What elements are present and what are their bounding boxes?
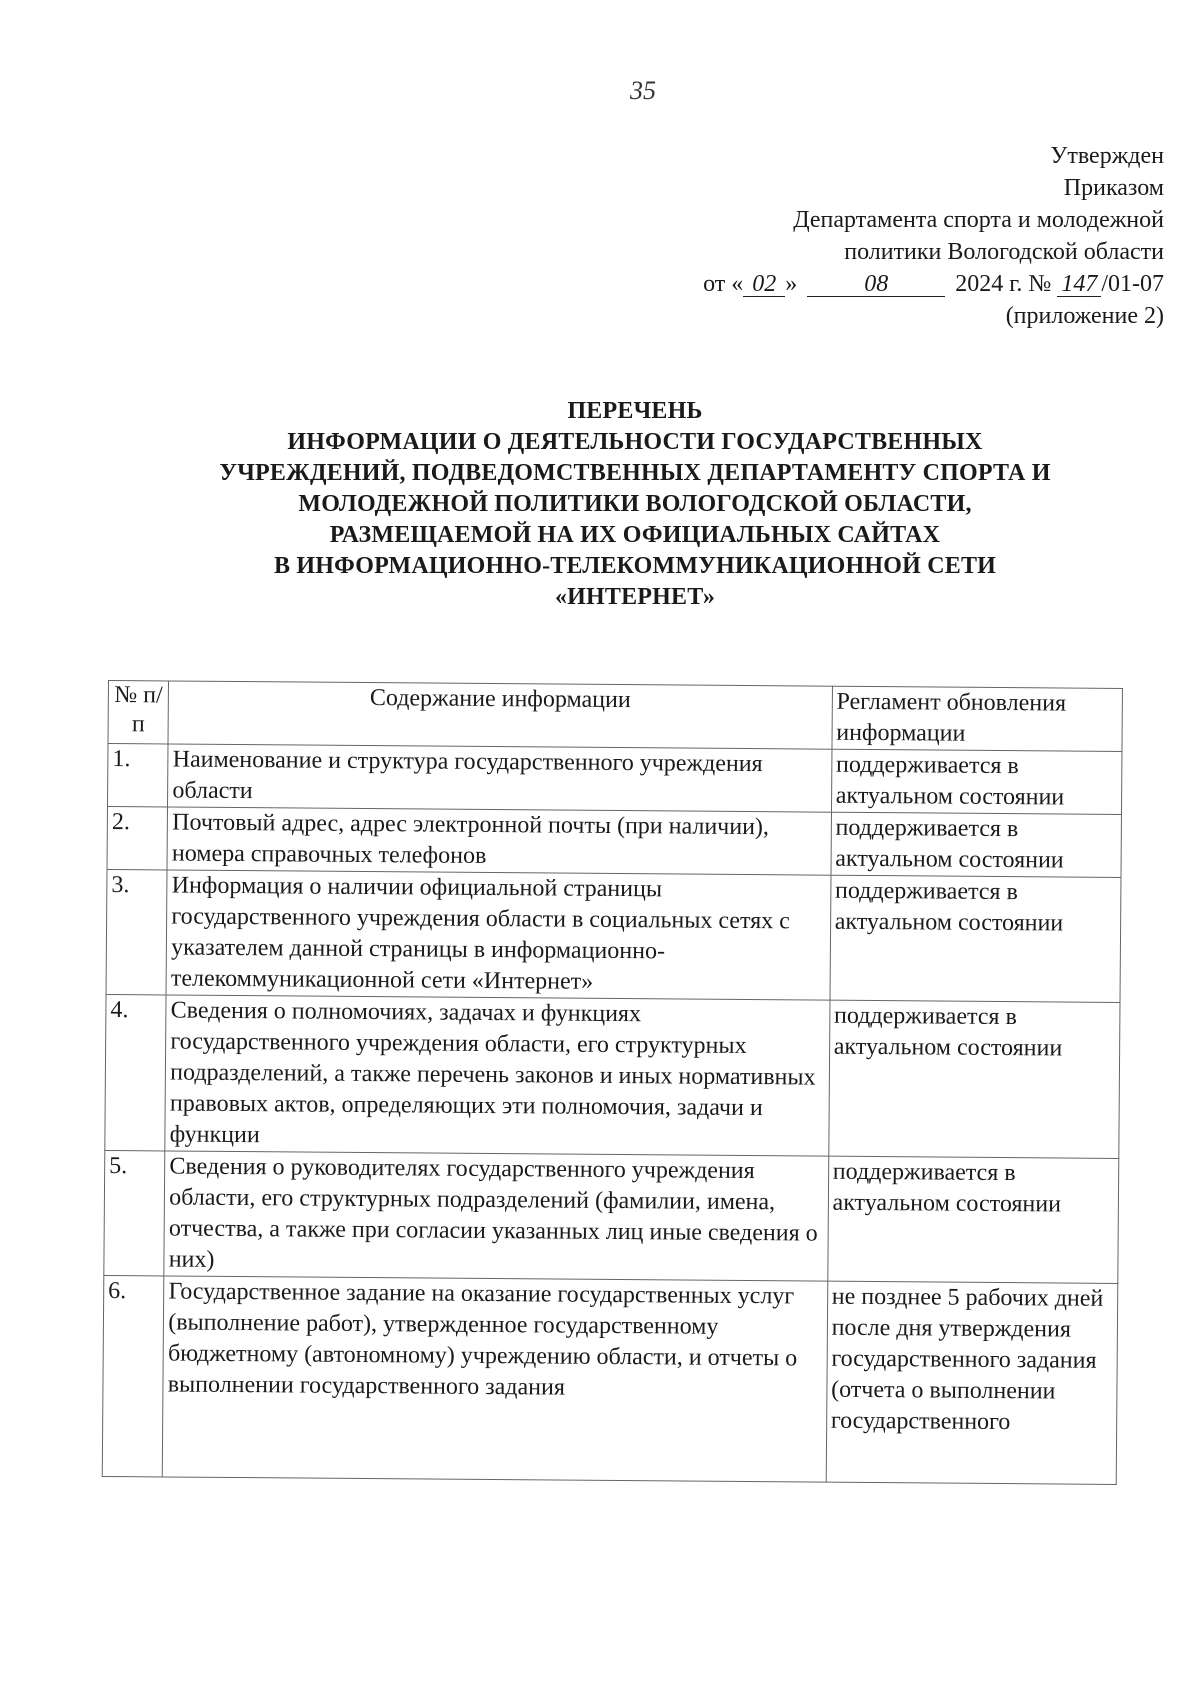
- table-header-row: [108, 681, 1122, 752]
- title-line: ИНФОРМАЦИИ О ДЕЯТЕЛЬНОСТИ ГОСУДАРСТВЕННЫХ: [287, 429, 983, 455]
- order-number-handwritten: 147: [1057, 272, 1101, 297]
- row-content: Почтовый адрес, адрес электронной почты (при наличии), номера справочных телефонов: [167, 807, 831, 875]
- approval-line: Департамента спорта и молодежной: [793, 207, 1164, 233]
- date-year: 2024 г. №: [955, 271, 1052, 297]
- row-content: Наименование и структура государственного учреждения области: [168, 744, 832, 812]
- table-row: [105, 994, 1120, 1158]
- title-line: «ИНТЕРНЕТ»: [554, 584, 716, 610]
- approval-block: [604, 140, 1164, 332]
- document-title: [130, 396, 1140, 613]
- row-number: 6.: [102, 1275, 164, 1476]
- title-line: РАЗМЕЩАЕМОЙ НА ИХ ОФИЦИАЛЬНЫХ САЙТАХ: [329, 522, 941, 548]
- table-row: [102, 1275, 1118, 1484]
- row-content: Сведения о руководителях государственного учреждения области, его структурных подразделений (фамилии, имена, отчества, а также при согласии указанных лиц иные сведения о них): [164, 1151, 828, 1281]
- title-line: УЧРЕЖДЕНИЙ, ПОДВЕДОМСТВЕННЫХ ДЕПАРТАМЕНТУ СПОРТА И: [219, 460, 1051, 486]
- row-number: 1.: [108, 744, 169, 807]
- page-number: 35: [630, 76, 656, 105]
- table-row: [104, 1150, 1119, 1283]
- order-suffix: /01-07: [1101, 271, 1164, 297]
- approval-date-line: [604, 268, 1164, 300]
- approval-line: Приказом: [1063, 175, 1164, 201]
- row-schedule: не позднее 5 рабочих дней после дня утверждения государственного задания (отчета о выполнении государственного: [826, 1281, 1118, 1484]
- approval-line: политики Вологодской области: [844, 239, 1164, 265]
- title-line: В ИНФОРМАЦИОННО-ТЕЛЕКОММУНИКАЦИОННОЙ СЕТИ: [273, 553, 997, 579]
- row-content: Сведения о полномочиях, задачах и функциях государственного учреждения области, его структурных подразделений, а также перечень законов и иных нормативных правовых актов, определяющих эти полномочия, задачи и функции: [165, 995, 830, 1156]
- date-mid: »: [785, 271, 798, 297]
- row-number: 3.: [106, 869, 167, 994]
- table-row: [106, 869, 1121, 1002]
- title-line: МОЛОДЕЖНОЙ ПОЛИТИКИ ВОЛОГОДСКОЙ ОБЛАСТИ,: [298, 491, 972, 517]
- row-content: Информация о наличии официальной страницы государственного учреждения области в социальных сетях с указателем данной страницы в информационно-телекоммуникационной сети «Интернет»: [166, 870, 830, 1000]
- date-prefix: от «: [703, 271, 744, 297]
- row-schedule: поддерживается в актуальном состоянии: [830, 875, 1121, 1002]
- row-number: 4.: [105, 994, 167, 1150]
- approval-line: Утвержден: [1050, 143, 1164, 169]
- header-schedule: Регламент обновления информации: [832, 686, 1123, 751]
- date-month-handwritten: 08: [807, 272, 945, 297]
- row-schedule: поддерживается в актуальном состоянии: [828, 1000, 1120, 1158]
- row-content: Государственное задание на оказание государственных услуг (выполнение работ), утвержденное государственному бюджетному (автономному) учреждению области, и отчеты о выполнении государственного задания: [163, 1276, 828, 1482]
- table-row: [107, 807, 1121, 878]
- row-schedule: поддерживается в актуальном состоянии: [827, 1156, 1118, 1283]
- information-table: [102, 680, 1123, 1485]
- header-number: № п/п: [108, 681, 169, 744]
- approval-line: (приложение 2): [1005, 303, 1164, 329]
- header-content: Содержание информации: [168, 681, 832, 749]
- row-schedule: поддерживается в актуальном состоянии: [831, 749, 1122, 814]
- row-number: 5.: [104, 1150, 165, 1275]
- table-row: [108, 744, 1122, 815]
- row-number: 2.: [107, 807, 168, 870]
- row-schedule: поддерживается в актуальном состоянии: [831, 812, 1122, 877]
- title-line: ПЕРЕЧЕНЬ: [567, 398, 703, 424]
- date-day-handwritten: 02: [743, 272, 785, 297]
